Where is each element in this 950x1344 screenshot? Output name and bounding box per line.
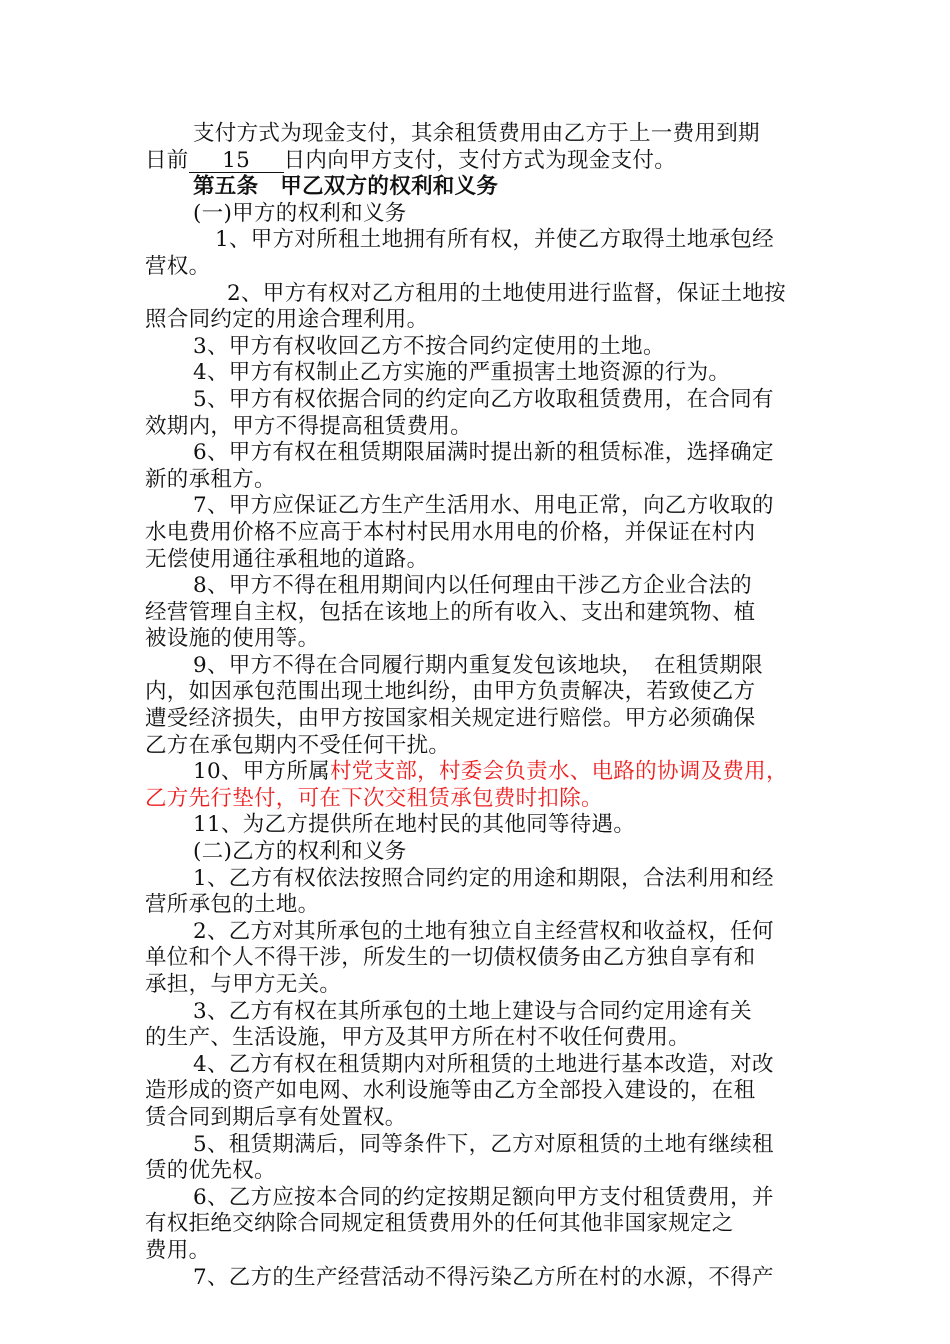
highlighted-text: 村党支部，村委会负责水、电路的协调及费用，	[329, 759, 788, 785]
line-text: 8、甲方不得在租用期间内以任何理由干涉乙方企业合法的	[193, 573, 752, 599]
line-text: 遭受经济损失，由甲方按国家相关规定进行赔偿。甲方必须确保	[145, 706, 756, 732]
text-line	[145, 148, 810, 175]
line-text: (一)甲方的权利和义务	[193, 200, 407, 226]
line-text: 新的承租方。	[145, 466, 276, 492]
line-text: 5、甲方有权依据合同的约定向乙方收取租赁费用，在合同有	[193, 386, 774, 412]
text-line	[145, 759, 810, 786]
line-text: 第五条 甲乙双方的权利和义务	[193, 174, 499, 200]
text-line	[145, 1052, 810, 1079]
text-line	[145, 201, 810, 228]
line-text: 10、甲方所属	[193, 759, 330, 785]
text-line	[145, 1105, 810, 1132]
text-line	[145, 1132, 810, 1159]
line-text: 水电费用价格不应高于本村村民用水用电的价格，并保证在村内	[145, 519, 756, 545]
line-text: 1、甲方对所租土地拥有所有权，并使乙方取得土地承包经	[215, 227, 774, 253]
line-text: 6、甲方有权在租赁期限届满时提出新的租赁标准，选择确定	[193, 440, 774, 466]
text-line	[145, 999, 810, 1026]
line-text: 日内向甲方支付，支付方式为现金支付。	[283, 147, 677, 173]
text-line	[145, 919, 810, 946]
text-line	[145, 972, 810, 999]
line-text: 11、为乙方提供所在地村民的其他同等待遇。	[193, 812, 636, 838]
line-text: 3、甲方有权收回乙方不按合同约定使用的土地。	[193, 333, 665, 359]
line-text: 乙方在承包期内不受任何干扰。	[145, 732, 451, 758]
line-text: 日前	[145, 147, 189, 173]
text-line	[145, 1158, 810, 1185]
text-line	[145, 440, 810, 467]
line-text: 6、乙方应按本合同的约定按期足额向甲方支付租赁费用，并	[193, 1184, 774, 1210]
line-text: 被设施的使用等。	[145, 626, 320, 652]
document-page	[145, 121, 810, 1291]
text-line	[145, 281, 810, 308]
text-line	[145, 520, 810, 547]
text-line	[145, 600, 810, 627]
line-text: 经营管理自主权，包括在该地上的所有收入、支出和建筑物、植	[145, 599, 756, 625]
line-text: 7、乙方的生产经营活动不得污染乙方所在村的水源，不得产	[193, 1264, 774, 1290]
text-line	[145, 307, 810, 334]
text-line	[145, 892, 810, 919]
line-text: 内，如因承包范围出现土地纠纷，由甲方负责解决，若致使乙方	[145, 679, 756, 705]
line-text: 2、甲方有权对乙方租用的土地使用进行监督，保证土地按	[227, 280, 786, 306]
text-line	[145, 1185, 810, 1212]
line-text: 的生产、生活设施，甲方及其甲方所在村不收任何费用。	[145, 1025, 691, 1051]
line-text: 3、乙方有权在其所承包的土地上建设与合同约定用途有关	[193, 998, 752, 1024]
text-line	[145, 1211, 810, 1238]
text-line	[145, 1025, 810, 1052]
text-line	[145, 653, 810, 680]
line-text: 承担，与甲方无关。	[145, 972, 342, 997]
text-line	[145, 812, 810, 839]
line-text: 赁合同到期后享有处置权。	[145, 1104, 407, 1130]
text-line	[145, 387, 810, 414]
line-text: 7、甲方应保证乙方生产生活用水、用电正常，向乙方收取的	[193, 493, 774, 519]
line-text: 赁的优先权。	[145, 1158, 276, 1184]
line-text: (二)乙方的权利和义务	[193, 839, 407, 865]
line-text: 无偿使用通往承租地的道路。	[145, 546, 429, 572]
line-text: 照合同约定的用途合理利用。	[145, 307, 429, 333]
text-line	[145, 786, 810, 813]
text-line	[145, 839, 810, 866]
text-line	[145, 573, 810, 600]
text-line	[145, 1078, 810, 1105]
line-text: 2、乙方对其所承包的土地有独立自主经营权和收益权，任何	[193, 918, 774, 944]
highlighted-text: 乙方先行垫付，可在下次交租赁承包费时扣除。	[145, 785, 603, 811]
line-text: 4、乙方有权在租赁期内对所租赁的土地进行基本改造，对改	[193, 1051, 774, 1077]
text-line	[145, 227, 810, 254]
text-line	[145, 467, 810, 494]
text-line	[145, 626, 810, 653]
line-text: 单位和个人不得干涉，所发生的一切债权债务由乙方独自享有和	[145, 945, 756, 971]
fill-in-blank: 15	[189, 150, 284, 173]
text-line	[145, 1265, 810, 1292]
line-text: 5、租赁期满后，同等条件下，乙方对原租赁的土地有继续租	[193, 1131, 774, 1157]
section-heading	[145, 174, 810, 201]
line-text: 支付方式为现金支付，其余租赁费用由乙方于上一费用到期	[193, 121, 760, 146]
text-line	[145, 679, 810, 706]
text-line	[145, 334, 810, 361]
text-line	[145, 121, 810, 148]
text-line	[145, 733, 810, 760]
text-line	[145, 547, 810, 574]
line-text: 营权。	[145, 253, 211, 279]
text-line	[145, 1238, 810, 1265]
line-text: 营所承包的土地。	[145, 892, 320, 918]
line-text: 费用。	[145, 1237, 211, 1263]
line-text: 效期内，甲方不得提高租赁费用。	[145, 413, 473, 439]
text-line	[145, 360, 810, 387]
line-text: 4、甲方有权制止乙方实施的严重损害土地资源的行为。	[193, 360, 731, 386]
text-line	[145, 493, 810, 520]
text-line	[145, 706, 810, 733]
text-line	[145, 414, 810, 441]
text-line	[145, 254, 810, 281]
line-text: 造形成的资产如电网、水利设施等由乙方全部投入建设的，在租	[145, 1078, 756, 1104]
text-line	[145, 866, 810, 893]
text-line	[145, 945, 810, 972]
line-text: 有权拒绝交纳除合同规定租赁费用外的任何其他非国家规定之	[145, 1211, 734, 1237]
line-text: 1、乙方有权依法按照合同约定的用途和期限，合法利用和经	[193, 865, 774, 891]
line-text: 9、甲方不得在合同履行期内重复发包该地块， 在租赁期限	[193, 652, 764, 678]
